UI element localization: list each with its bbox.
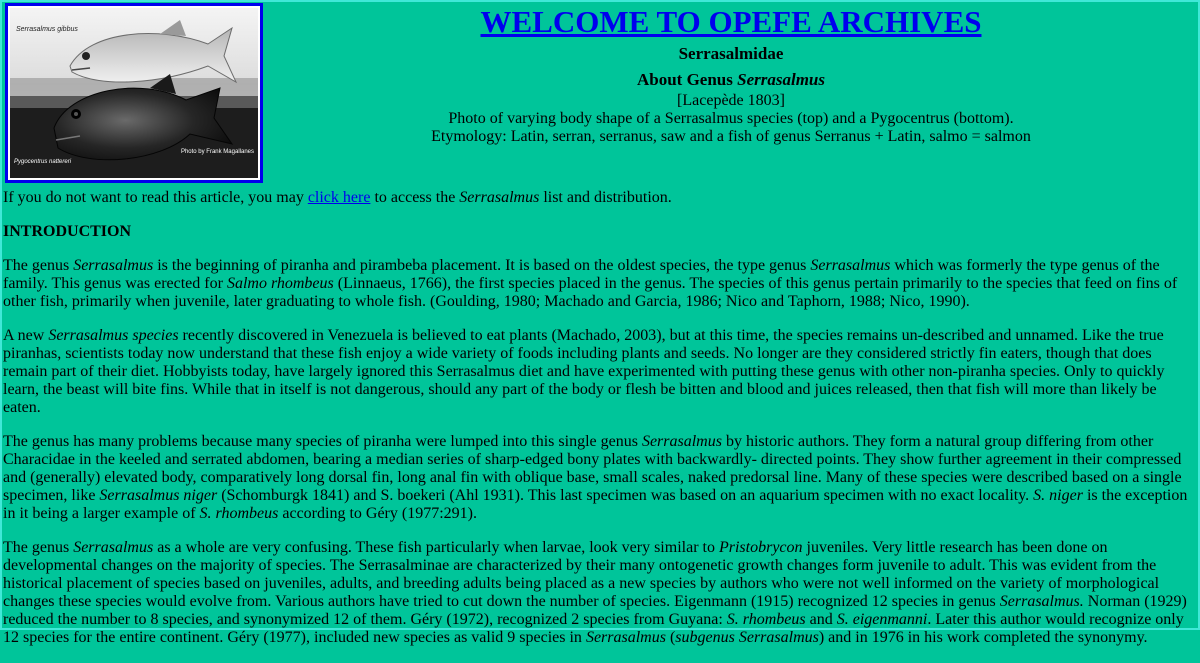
p4-text: ) and in 1976 in his work completed the synonymy. (818, 629, 1148, 646)
p1-text: The genus (3, 257, 74, 274)
p2-text: A new (3, 327, 49, 344)
p4-italic: S. rhombeus (726, 611, 806, 628)
p3-text: is the exception in it being a larger example of (3, 487, 1188, 522)
p3-italic: S. rhombeus (199, 505, 279, 522)
photo-description: Photo of varying body shape of a Serrasalmus species (top) and a Pygocentrus (bottom). (448, 110, 1014, 127)
p4-italic: S. eigenmanni (836, 611, 928, 628)
introduction-heading (3, 223, 1196, 241)
p4-italic: Pristobrycon (718, 539, 803, 556)
paragraph-3 (3, 433, 1196, 523)
page-header (2, 2, 1198, 186)
p4-text: Norman (1929) reduced the number to 8 species, and synonymized 12 of them. Géry (1972), recognized 2 species from Guyana: (3, 593, 1187, 628)
skip-text: If you do not want to read this article, you may (3, 189, 308, 206)
p4-text: The genus (3, 539, 74, 556)
piranha-photo-link[interactable] (5, 3, 263, 183)
genus-heading-name: Serrasalmus (737, 70, 825, 89)
skip-text-after: to access the (370, 189, 460, 206)
p4-text: juveniles. Very little research has been done on developmental changes on the majority of species. The Serrasalminae are characterized by their many ontogenetic growth changes form juvenile to adult. This was evident from the historical placement of species based on juveniles, adults, and breeding adults being placed as a new species by authors who were not well informed on the variety of morphological changes these species would evolve from. Various authors have tried to cut down the number of species. Eigenmann (1915) recognized 12 species in genus (3, 539, 1160, 610)
p3-italic: S. niger (1033, 487, 1083, 504)
skip-genus: Serrasalmus (459, 189, 540, 206)
p1-italic: Salmo rhombeus (226, 275, 334, 292)
article-content (3, 189, 1196, 663)
paragraph-1 (3, 257, 1196, 311)
p1-italic: Serrasalmus (73, 257, 154, 274)
p1-text: which was formerly the type genus of the family. This genus was erected for (3, 257, 1160, 292)
skip-article-line (3, 189, 1196, 207)
photo-caption-top: Serrasalmus gibbus (16, 26, 78, 33)
p3-text: according to Géry (1977:291). (278, 505, 477, 522)
piranha-photo (10, 8, 258, 178)
p4-italic: Serrasalmus (585, 629, 666, 646)
p3-text: The genus has many problems because many species of piranha were lumped into this single genus (3, 433, 642, 450)
family-name: Serrasalmidae (678, 44, 784, 63)
p3-italic: Serrasalmus (641, 433, 722, 450)
p1-text: (Linnaeus, 1766), the first species placed in the genus. The species of this genus pertain primarily to the species that feed on fins of other fish, primarily when juvenile, later graduating to whole fish. (Goulding, 1980; Machado and Garcia, 1986; Nico and Taphorn, 1988; Nico, 1990). (3, 275, 1178, 310)
p4-text: as a whole are very confusing. These fish particularly when larvae, look very similar to (153, 539, 719, 556)
genus-author: [Lacepède 1803] (677, 92, 785, 109)
skip-text-end: list and distribution. (539, 189, 672, 206)
p4-text: . Later this author would recognize only 12 species for the entire continent. Géry (1977), included new species as valid 9 species in (3, 611, 1184, 646)
p3-text: (Schomburgk 1841) and S. boekeri (Ahl 1931). This last specimen was based on an aquarium specimen with no exact locality. (217, 487, 1034, 504)
p1-text: is the beginning of piranha and pirambeba placement. It is based on the oldest species, the type genus (153, 257, 811, 274)
p4-text: and (805, 611, 837, 628)
p2-text: recently discovered in Venezuela is believed to eat plants (Machado, 2003), but at this time, the species remains un-described and unnamed. Like the true piranhas, scientists today now understand that these fish enjoy a wide variety of foods including plants and seeds. No longer are they considered strictly fin eaters, though that does remain part of their diet. Hobbyists today, have largely ignored this Serrasalmus diet and have experimented with putting these genus with other non-piranha species. Only to quickly learn, the beast will bite fins. While that in itself is not dangerous, should any part of the body or flesh be bitten and blood and juices released, then that fish will more than likely be eaten. (3, 327, 1165, 416)
p4-italic: Serrasalmus (73, 539, 154, 556)
genus-heading-prefix: About Genus (636, 70, 738, 89)
introduction-heading-text: INTRODUCTION (3, 223, 132, 240)
p3-text: by historic authors. They form a natural group differing from other Characidae in the keeled and serrated abdomen, bearing a median series of sharp-edged bony plates with backwardly- directed points. They show further agreement in their compressed and (generally) elevated body, comparatively long dorsal fin, long anal fin with oblique base, small scales, naked predorsal line. Many of these species were described based on a single specimen, like (3, 433, 1182, 504)
photo-credit: Photo by Frank Magallanes (180, 149, 254, 155)
header-text-block (264, 2, 1198, 146)
click-here-link[interactable]: click here (307, 189, 371, 206)
p1-italic: Serrasalmus (810, 257, 891, 274)
p4-italic: subgenus Serrasalmus (675, 629, 819, 646)
site-title-link[interactable]: WELCOME TO OPEFE ARCHIVES (480, 4, 982, 39)
genus-heading (264, 70, 1198, 90)
p4-italic: Serrasalmus. (999, 593, 1084, 610)
paragraph-2 (3, 327, 1196, 417)
p3-italic: Serrasalmus niger (99, 487, 218, 504)
paragraph-4 (3, 539, 1196, 647)
photo-caption-bottom: Pygocentrus nattereri (14, 159, 72, 165)
p4-text: ( (665, 629, 676, 646)
p2-italic: Serrasalmus species (48, 327, 179, 344)
etymology: Etymology: Latin, serran, serranus, saw and a fish of genus Serranus + Latin, salmo = salmon (431, 128, 1031, 145)
